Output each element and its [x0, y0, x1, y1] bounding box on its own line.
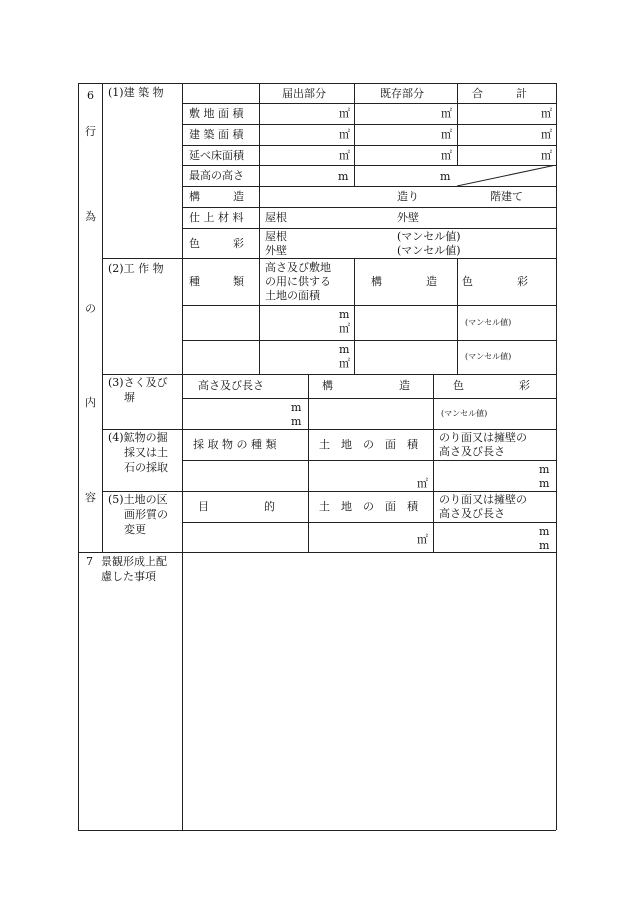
- s2-header-color: 色 彩: [462, 275, 528, 288]
- border-right: [556, 83, 557, 830]
- s5-row-line: [182, 522, 556, 523]
- b-row-line: [182, 145, 556, 146]
- s2-header-height-1: 高さ及び敷地: [265, 261, 331, 274]
- b-col-line: [259, 83, 260, 258]
- s345-col-line: [308, 374, 309, 552]
- unit-m: m: [339, 308, 350, 321]
- s2-row-line: [182, 305, 556, 306]
- col-header-notified: 届出部分: [282, 87, 326, 100]
- section-7-title-1: 景観形成上配: [101, 555, 167, 568]
- building-label: (1)建 築 物: [108, 86, 164, 99]
- s5-header-slope-1: のり面又は擁壁の: [439, 493, 527, 506]
- fence-label-2: 塀: [124, 391, 135, 404]
- structure-suffix-2: 階建て: [490, 190, 523, 203]
- unit-m2: ㎡: [339, 322, 350, 335]
- unit-m2: ㎡: [339, 149, 350, 162]
- section-7-number: 7: [86, 555, 93, 568]
- section-7-content-area[interactable]: [183, 553, 556, 830]
- b-col-line: [457, 83, 458, 166]
- s2-munsell: (マンセル値): [465, 352, 512, 361]
- row-structure: 構 造: [189, 190, 244, 203]
- sep-4-5: [102, 491, 556, 492]
- s4-header-material: 採 取 物 の 種 類: [193, 438, 277, 451]
- b-row-line: [182, 228, 556, 229]
- s2-row-line: [182, 340, 556, 341]
- section-6-title-char: 行: [85, 125, 96, 138]
- sep-3-4: [102, 429, 556, 430]
- unit-m: m: [539, 525, 550, 538]
- s2-col-line: [457, 258, 458, 374]
- s2-col-line: [354, 258, 355, 374]
- section-6-title-char: 内: [85, 396, 96, 409]
- unit-m: m: [338, 170, 349, 183]
- finish-wall: 外壁: [397, 211, 419, 224]
- unit-m2: ㎡: [441, 107, 452, 120]
- unit-m2: ㎡: [339, 107, 350, 120]
- land-label-3: 変更: [124, 523, 146, 536]
- section-6-number: 6: [87, 89, 94, 102]
- fence-label-1: (3)さく及び: [108, 376, 168, 389]
- border-left: [78, 83, 79, 830]
- s5-header-purpose: 目 的: [198, 500, 275, 513]
- sep-1-2: [102, 258, 556, 259]
- border-bottom: [78, 830, 556, 831]
- s2-header-structure: 構 造: [371, 275, 437, 288]
- section-7-title-2: 慮した事項: [101, 570, 156, 583]
- s4-header-slope-1: のり面又は擁壁の: [439, 431, 527, 444]
- unit-m2: ㎡: [339, 357, 350, 370]
- s3-row-line: [182, 398, 556, 399]
- row-color: 色 彩: [189, 237, 244, 250]
- sep-2-3: [102, 374, 556, 375]
- unit-m2: ㎡: [541, 149, 552, 162]
- s2-header-height-2: の用に供する: [265, 275, 331, 288]
- divider-col-a: [102, 83, 103, 552]
- unit-m: m: [440, 170, 451, 183]
- unit-m: m: [291, 401, 302, 414]
- section-6-title-char: 容: [85, 491, 96, 504]
- diagonal-slash: [457, 165, 556, 186]
- finish-roof: 屋根: [265, 211, 287, 224]
- unit-m2: ㎡: [541, 107, 552, 120]
- unit-m2: ㎡: [417, 533, 428, 546]
- unit-m: m: [539, 463, 550, 476]
- s2-col-line: [259, 258, 260, 374]
- color-wall: 外壁: [265, 244, 287, 257]
- s3-header-height: 高さ及び長さ: [198, 379, 264, 392]
- color-wall-munsell: (マンセル値): [397, 244, 461, 257]
- structure2-label: (2)工 作 物: [108, 262, 164, 275]
- unit-m2: ㎡: [339, 128, 350, 141]
- b-row-line: [182, 124, 556, 125]
- unit-m2: ㎡: [441, 149, 452, 162]
- col-header-existing: 既存部分: [380, 87, 424, 100]
- row-finish: 仕 上 材 料: [189, 211, 244, 224]
- b-col-line: [354, 83, 355, 186]
- s5-header-slope-2: 高さ及び長さ: [439, 507, 505, 520]
- section-6-title-char: 為: [85, 210, 96, 223]
- s3-header-structure: 構 造: [322, 379, 410, 392]
- row-building-area: 建 築 面 積: [189, 128, 244, 141]
- land-label-1: (5)土地の区: [108, 493, 168, 506]
- s2-header-height-3: 土地の面積: [265, 289, 320, 302]
- b-row-line: [182, 186, 556, 187]
- unit-m: m: [291, 415, 302, 428]
- mining-label-3: 石の採取: [124, 461, 168, 474]
- unit-m2: ㎡: [541, 128, 552, 141]
- s3-munsell: (マンセル値): [441, 409, 488, 418]
- col-header-total: 合 計: [472, 87, 527, 100]
- s4-row-line: [182, 460, 556, 461]
- b-row-line: [182, 103, 556, 104]
- mining-label-1: (4)鉱物の掘: [108, 431, 168, 444]
- s2-munsell: (マンセル値): [465, 318, 512, 327]
- section-6-title-char: の: [85, 302, 96, 315]
- land-label-2: 画形質の: [124, 508, 168, 521]
- b-row-line: [182, 207, 556, 208]
- unit-m2: ㎡: [417, 477, 428, 490]
- s5-header-area: 土 地 の 面 積: [319, 500, 418, 513]
- s4-header-slope-2: 高さ及び長さ: [439, 445, 505, 458]
- unit-m: m: [539, 477, 550, 490]
- border-top: [78, 83, 556, 84]
- s3-header-color: 色 彩: [453, 379, 530, 392]
- row-site-area: 敷 地 面 積: [189, 107, 244, 120]
- row-floor-area: 延べ床面積: [189, 149, 244, 162]
- color-roof-munsell: (マンセル値): [397, 230, 461, 243]
- s4-header-area: 土 地 の 面 積: [319, 438, 418, 451]
- unit-m: m: [339, 343, 350, 356]
- structure-suffix-1: 造り: [397, 190, 419, 203]
- s345-col-line: [433, 374, 434, 552]
- unit-m: m: [539, 539, 550, 552]
- row-max-height: 最高の高さ: [189, 169, 244, 182]
- unit-m2: ㎡: [441, 128, 452, 141]
- color-roof: 屋根: [265, 230, 287, 243]
- s2-header-type: 種 類: [189, 275, 244, 288]
- mining-label-2: 採又は土: [124, 446, 168, 459]
